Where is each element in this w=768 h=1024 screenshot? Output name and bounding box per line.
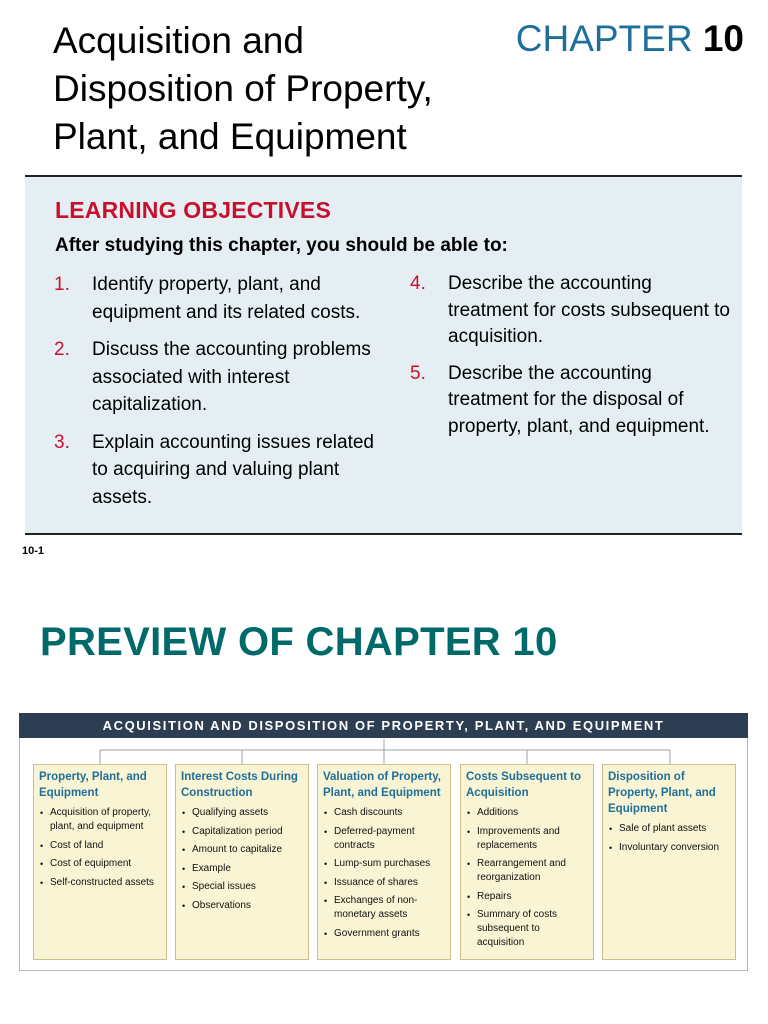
objective-item: [54, 336, 394, 419]
objective-number: 2.: [54, 339, 70, 360]
topic-item: • Self-constructed assets: [39, 876, 161, 890]
learning-objectives-heading: LEARNING OBJECTIVES: [55, 197, 332, 223]
topic-box: [175, 764, 309, 960]
topic-item: • Capitalization period: [181, 825, 303, 839]
topic-item: • Sale of plant assets: [608, 822, 730, 836]
topic-box: [317, 764, 451, 960]
topic-item: • Cash discounts: [323, 806, 445, 820]
topic-item: • Qualifying assets: [181, 806, 303, 820]
topic-list: [466, 806, 588, 950]
chapter-label: [516, 17, 744, 61]
topic-item: • Issuance of shares: [323, 876, 445, 890]
topic-item: • Deferred-payment contracts: [323, 825, 445, 853]
objective-text: Discuss the accounting problems associated with interest capitalization.: [92, 339, 371, 415]
topic-item: • Special issues: [181, 880, 303, 894]
objective-text: Describe the accounting treatment for the disposal of property, plant, and equipment.: [448, 362, 710, 437]
chapter-title: Acquisition and Disposition of Property, Plant, and Equipment: [53, 20, 433, 157]
objective-item: [410, 271, 730, 351]
topic-list: [608, 822, 730, 855]
topic-item: • Cost of equipment: [39, 857, 161, 871]
topic-item: • Summary of costs subsequent to acquisition: [466, 908, 588, 950]
topic-box: [460, 764, 594, 960]
topic-item: • Additions: [466, 806, 588, 820]
topic-title: Disposition of Property, Plant, and Equipment: [608, 771, 716, 815]
objective-number: 4.: [410, 273, 426, 294]
objectives-left-column: [54, 271, 394, 521]
topic-box: [602, 764, 736, 960]
topic-title: Interest Costs During Construction: [181, 771, 298, 799]
topic-item: • Government grants: [323, 927, 445, 941]
topic-item: • Rearrangement and reorganization: [466, 857, 588, 885]
objective-number: 3.: [54, 431, 70, 453]
objective-number: 1.: [54, 274, 70, 295]
chapter-word: CHAPTER: [515, 18, 693, 59]
learning-objectives-panel: [25, 175, 742, 535]
topic-item: • Involuntary conversion: [608, 841, 730, 855]
topic-list: [181, 806, 303, 913]
objective-text: Describe the accounting treatment for costs subsequent to acquisition.: [448, 273, 730, 347]
diagram-header: ACQUISITION AND DISPOSITION OF PROPERTY, PLANT, AND EQUIPMENT: [19, 713, 748, 738]
objective-number: 5.: [410, 362, 426, 384]
preview-title: PREVIEW OF CHAPTER 10: [40, 620, 558, 664]
topic-title: Property, Plant, and Equipment: [39, 771, 147, 799]
topic-item: • Exchanges of non-monetary assets: [323, 894, 445, 922]
topic-title: Valuation of Property, Plant, and Equipment: [323, 771, 441, 799]
objectives-right-column: [410, 271, 730, 450]
topic-item: • Repairs: [466, 890, 588, 904]
topic-list: [323, 806, 445, 941]
chapter-overview-diagram: [19, 713, 748, 971]
learning-objectives-intro: After studying this chapter, you should be able to:: [55, 235, 508, 256]
topic-item: • Example: [181, 862, 303, 876]
objective-text: Explain accounting issues related to acquiring and valuing plant assets.: [92, 431, 375, 508]
topic-item: • Improvements and replacements: [466, 825, 588, 853]
topic-list: [39, 806, 161, 890]
topic-box: [33, 764, 167, 960]
topic-item: • Observations: [181, 899, 303, 913]
slide-page-number: 10-1: [22, 545, 45, 557]
chapter-number: 10: [702, 18, 744, 59]
topic-item: • Lump-sum purchases: [323, 857, 445, 871]
diagram-connectors: [20, 714, 749, 766]
objective-item: [54, 429, 394, 512]
topic-item: • Cost of land: [39, 839, 161, 853]
objective-item: [410, 361, 730, 441]
objective-text: Identify property, plant, and equipment and its related costs.: [92, 274, 361, 323]
topic-item: • Amount to capitalize: [181, 843, 303, 857]
topic-title: Costs Subsequent to Acquisition: [466, 771, 582, 799]
objective-item: [54, 271, 394, 326]
topic-item: • Acquisition of property, plant, and equipment: [39, 806, 161, 834]
